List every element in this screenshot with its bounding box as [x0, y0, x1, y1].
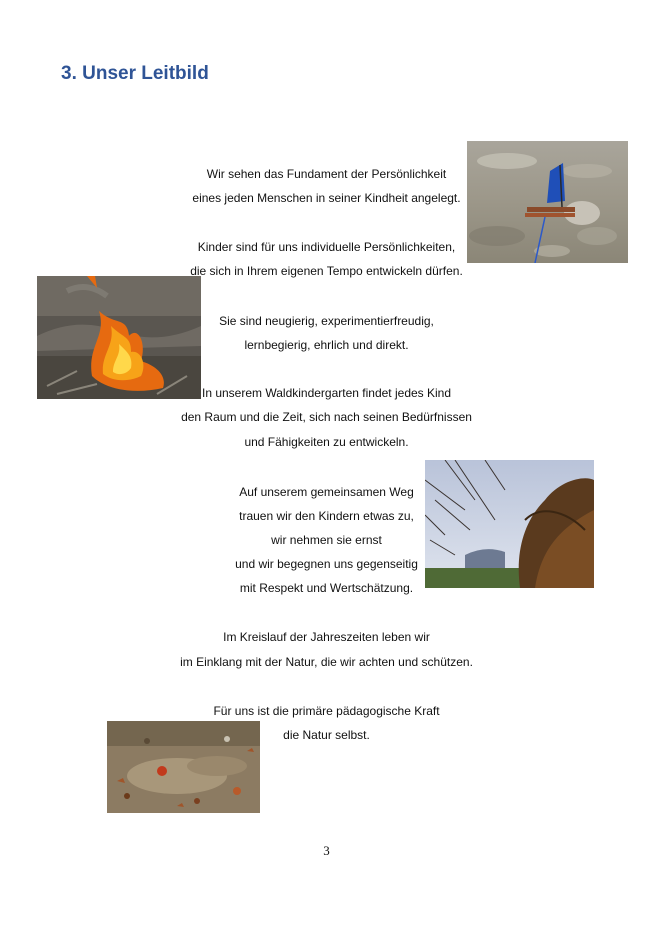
paragraph-6-line-2: im Einklang mit der Natur, die wir achten und schützen.	[180, 655, 473, 669]
paragraph-1-line-2: eines jeden Menschen in seiner Kindheit angelegt.	[192, 191, 461, 205]
paragraph-4-line-3: und Fähigkeiten zu entwickeln.	[244, 435, 409, 449]
paragraph-5-line-1: Auf unserem gemeinsamen Weg	[239, 485, 414, 499]
paragraph-2-line-1: Kinder sind für uns individuelle Persönlichkeiten,	[197, 240, 456, 254]
paragraph-2-line-2: die sich in Ihrem eigenen Tempo entwickeln dürfen.	[190, 264, 463, 278]
paragraph-4-line-2: den Raum und die Zeit, sich nach seinen Bedürfnissen	[181, 410, 472, 424]
paragraph-6-line-1: Im Kreislauf der Jahreszeiten leben wir	[223, 630, 430, 644]
paragraph-5-line-4: und wir begegnen uns gegenseitig	[235, 557, 418, 571]
section-heading: 3. Unser Leitbild	[61, 63, 209, 84]
page-number: 3	[323, 843, 330, 858]
paragraph-7-line-1: Für uns ist die primäre pädagogische Kraft	[213, 704, 440, 718]
paragraph-4-line-1: In unserem Waldkindergarten findet jedes Kind	[201, 386, 452, 400]
paragraph-5-line-5: mit Respekt und Wertschätzung.	[239, 581, 414, 595]
paragraph-7-line-2: die Natur selbst.	[283, 728, 370, 742]
paragraph-3-line-1: Sie sind neugierig, experimentierfreudig,	[219, 314, 434, 328]
paragraph-5-line-2: trauen wir den Kindern etwas zu,	[239, 509, 414, 523]
paragraph-1-line-1: Wir sehen das Fundament der Persönlichkeit	[206, 167, 447, 181]
paragraph-5-line-3: wir nehmen sie ernst	[271, 533, 382, 547]
paragraph-3-line-2: lernbegierig, ehrlich und direkt.	[244, 338, 409, 352]
